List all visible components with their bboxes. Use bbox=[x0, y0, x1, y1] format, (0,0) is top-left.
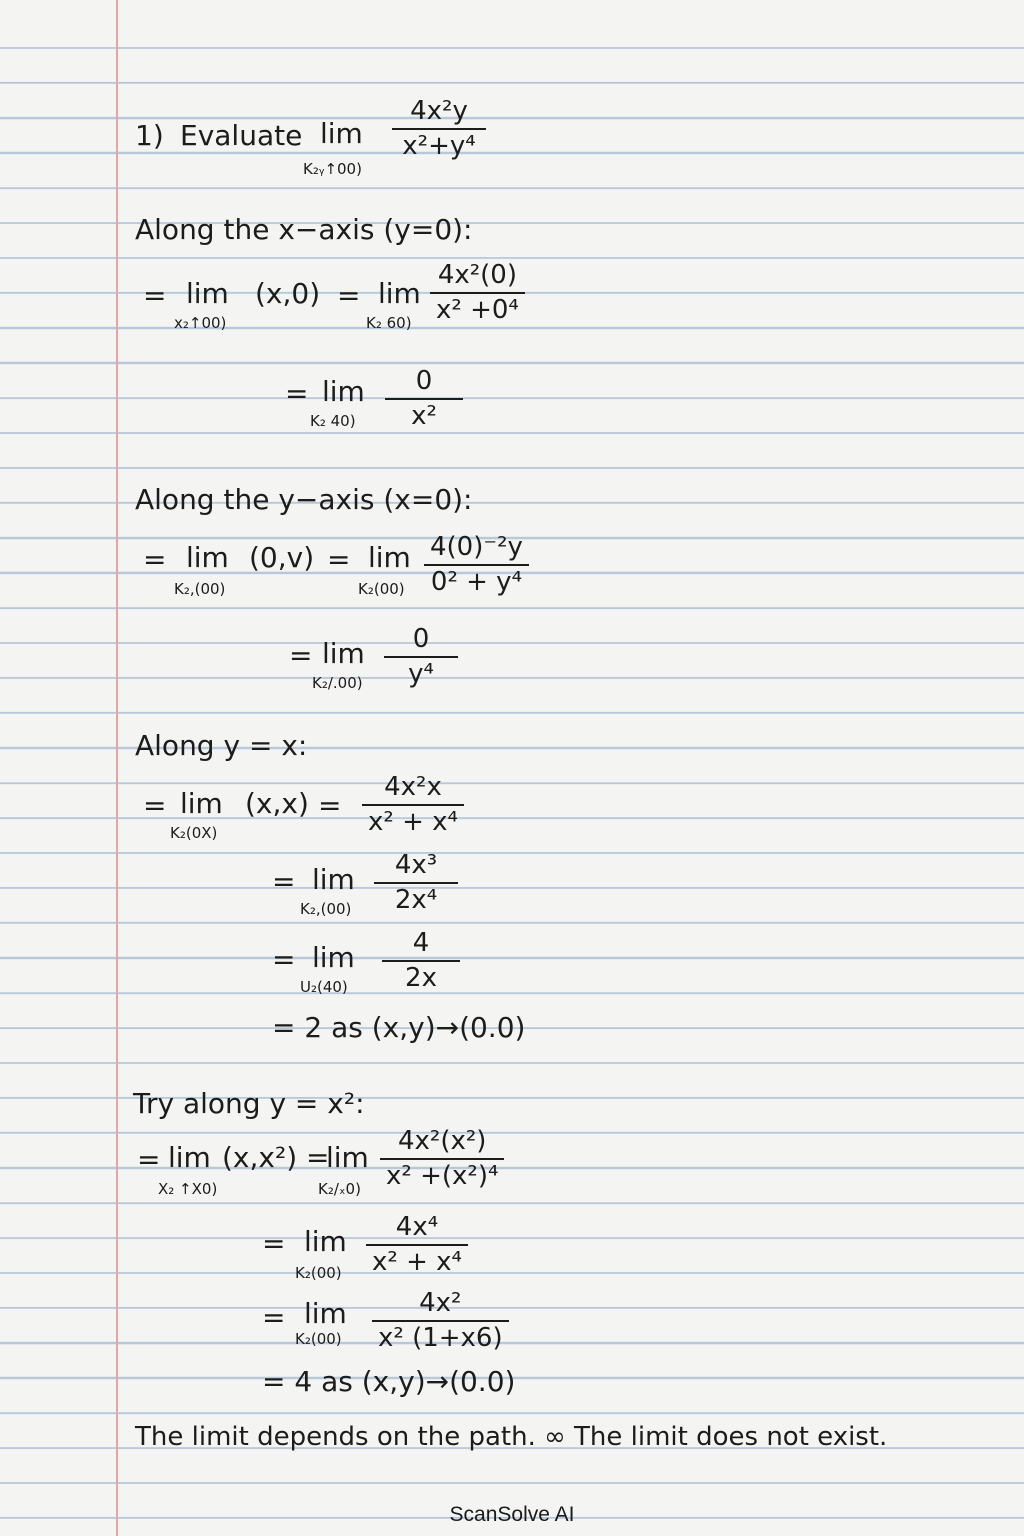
y-eq-x2-denominator: x² +(x²)⁴ bbox=[386, 1161, 499, 1191]
y-eq-x2-fraction bbox=[380, 1128, 504, 1189]
x-axis-lim3-sub: K₂ 40) bbox=[310, 412, 356, 430]
y-eq-x2-lim3-sub: K₂(00) bbox=[295, 1264, 342, 1282]
x-axis-eq2: = bbox=[337, 279, 361, 312]
y-axis-lim2-sub: K₂(00) bbox=[358, 580, 405, 598]
y-eq-x2-fraction-3 bbox=[372, 1290, 509, 1351]
y-eq-x2-eq3: = bbox=[262, 1301, 286, 1334]
x-axis-eq3: = bbox=[285, 377, 309, 410]
fraction-bar bbox=[374, 882, 458, 884]
x-axis-lim2-sub: K₂ 60) bbox=[366, 314, 412, 332]
y-eq-x2-lim: lim bbox=[168, 1141, 211, 1174]
fraction-bar bbox=[362, 804, 464, 806]
y-eq-x-lim3-sub: U₂(40) bbox=[300, 978, 348, 996]
y-eq-x2-eq: = bbox=[137, 1143, 161, 1176]
y-eq-x2-denominator-3: x² (1+x6) bbox=[378, 1323, 503, 1353]
conclusion: The limit depends on the path. ∞ The limit does not exist. bbox=[135, 1422, 888, 1452]
y-eq-x-numerator-3: 4 bbox=[412, 928, 430, 958]
y-axis-fraction-2 bbox=[384, 626, 458, 687]
y-eq-x2-heading: Try along y = x²: bbox=[133, 1087, 365, 1120]
y-eq-x2-result: = 4 as (x,y)→(0.0) bbox=[262, 1365, 516, 1398]
fraction-bar bbox=[384, 656, 458, 658]
problem-instruction: Evaluate bbox=[180, 119, 303, 152]
y-eq-x-fraction bbox=[362, 774, 464, 835]
y-axis-point: (0,ᴠ) bbox=[249, 541, 315, 574]
y-eq-x2-lim4: lim bbox=[304, 1297, 347, 1330]
y-axis-lim: lim bbox=[186, 541, 229, 574]
y-axis-fraction bbox=[424, 534, 529, 595]
y-eq-x-lim2: lim bbox=[312, 863, 355, 896]
x-axis-heading: Along the x−axis (y=0): bbox=[135, 213, 473, 246]
y-eq-x-fraction-3 bbox=[382, 930, 460, 991]
y-eq-x-numerator-2: 4x³ bbox=[394, 850, 438, 880]
fraction-bar bbox=[372, 1320, 509, 1322]
problem-number: 1) bbox=[135, 119, 164, 152]
y-eq-x-denominator-3: 2x bbox=[405, 963, 437, 993]
y-eq-x2-lim-sub: X₂ ↑X0) bbox=[158, 1180, 218, 1198]
y-axis-lim-sub: K₂,(00) bbox=[174, 580, 226, 598]
fraction-bar bbox=[430, 292, 525, 294]
y-eq-x-eq: = bbox=[143, 789, 167, 822]
fraction-bar bbox=[424, 564, 529, 566]
y-eq-x2-lim2: lim bbox=[326, 1141, 369, 1174]
y-eq-x-eq2: = bbox=[318, 789, 342, 822]
x-axis-denominator-2: x² bbox=[411, 401, 437, 431]
y-eq-x2-denominator-2: x² + x⁴ bbox=[372, 1247, 462, 1277]
x-axis-numerator-2: 0 bbox=[415, 366, 433, 396]
y-axis-numerator: 4(0)⁻²y bbox=[430, 532, 523, 562]
problem-fraction bbox=[392, 98, 486, 159]
x-axis-point: (x,0) bbox=[255, 277, 321, 310]
y-eq-x2-numerator-3: 4x² bbox=[419, 1288, 462, 1318]
y-eq-x-lim3: lim bbox=[312, 941, 355, 974]
x-axis-lim3: lim bbox=[322, 375, 365, 408]
y-axis-lim3: lim bbox=[322, 637, 365, 670]
y-axis-denominator-2: y⁴ bbox=[408, 659, 434, 689]
x-axis-numerator: 4x²(0) bbox=[437, 260, 517, 290]
fraction-bar bbox=[392, 128, 486, 130]
fraction-bar bbox=[380, 1158, 504, 1160]
x-axis-eq: = bbox=[143, 279, 167, 312]
y-axis-heading: Along the y−axis (x=0): bbox=[135, 483, 473, 516]
y-eq-x2-numerator: 4x²(x²) bbox=[397, 1126, 487, 1156]
y-eq-x2-eq2: = bbox=[262, 1227, 286, 1260]
y-axis-eq2: = bbox=[327, 543, 351, 576]
scansolve-footer: ScanSolve AI bbox=[449, 1503, 575, 1526]
fraction-bar bbox=[385, 398, 463, 400]
x-axis-fraction bbox=[430, 262, 525, 323]
y-eq-x-denominator-2: 2x⁴ bbox=[394, 885, 438, 915]
y-axis-lim3-sub: K₂/.00) bbox=[312, 674, 363, 692]
x-axis-fraction-2 bbox=[385, 368, 463, 429]
y-eq-x2-lim4-sub: K₂(00) bbox=[295, 1330, 342, 1348]
y-eq-x-heading: Along y = x: bbox=[135, 729, 308, 762]
y-eq-x-point: (x,x) bbox=[245, 787, 309, 820]
y-eq-x-numerator: 4x²x bbox=[384, 772, 442, 802]
x-axis-denominator: x² +0⁴ bbox=[436, 295, 519, 325]
y-axis-denominator: 0² + y⁴ bbox=[430, 567, 522, 597]
y-eq-x-eq4: = bbox=[272, 943, 296, 976]
y-eq-x2-fraction-2 bbox=[366, 1214, 468, 1275]
problem-numerator: 4x²y bbox=[410, 96, 468, 126]
x-axis-lim-sub: x₂↑00) bbox=[174, 314, 227, 332]
y-eq-x2-lim2-sub: K₂/ₓ0) bbox=[318, 1180, 361, 1198]
y-eq-x2-numerator-2: 4x⁴ bbox=[395, 1212, 439, 1242]
y-eq-x-eq3: = bbox=[272, 865, 296, 898]
y-eq-x2-lim3: lim bbox=[304, 1225, 347, 1258]
x-axis-lim2: lim bbox=[378, 277, 421, 310]
y-axis-lim2: lim bbox=[368, 541, 411, 574]
y-eq-x-lim2-sub: K₂,(00) bbox=[300, 900, 352, 918]
x-axis-lim: lim bbox=[186, 277, 229, 310]
margin-line bbox=[116, 0, 118, 1536]
problem-lim-sub: K₂ᵧ↑00) bbox=[303, 160, 362, 178]
y-eq-x2-point: (x,x²) = bbox=[222, 1141, 330, 1174]
y-eq-x-fraction-2 bbox=[374, 852, 458, 913]
fraction-bar bbox=[382, 960, 460, 962]
problem-denominator: x²+y⁴ bbox=[402, 131, 476, 161]
y-axis-eq: = bbox=[143, 543, 167, 576]
problem-lim: lim bbox=[320, 117, 363, 150]
y-eq-x-result: = 2 as (x,y)→(0.0) bbox=[272, 1011, 526, 1044]
y-axis-numerator-2: 0 bbox=[412, 624, 430, 654]
y-axis-eq3: = bbox=[289, 639, 313, 672]
fraction-bar bbox=[366, 1244, 468, 1246]
y-eq-x-denominator: x² + x⁴ bbox=[368, 807, 458, 837]
y-eq-x-lim-sub: K₂(0X) bbox=[170, 824, 218, 842]
y-eq-x-lim: lim bbox=[180, 787, 223, 820]
